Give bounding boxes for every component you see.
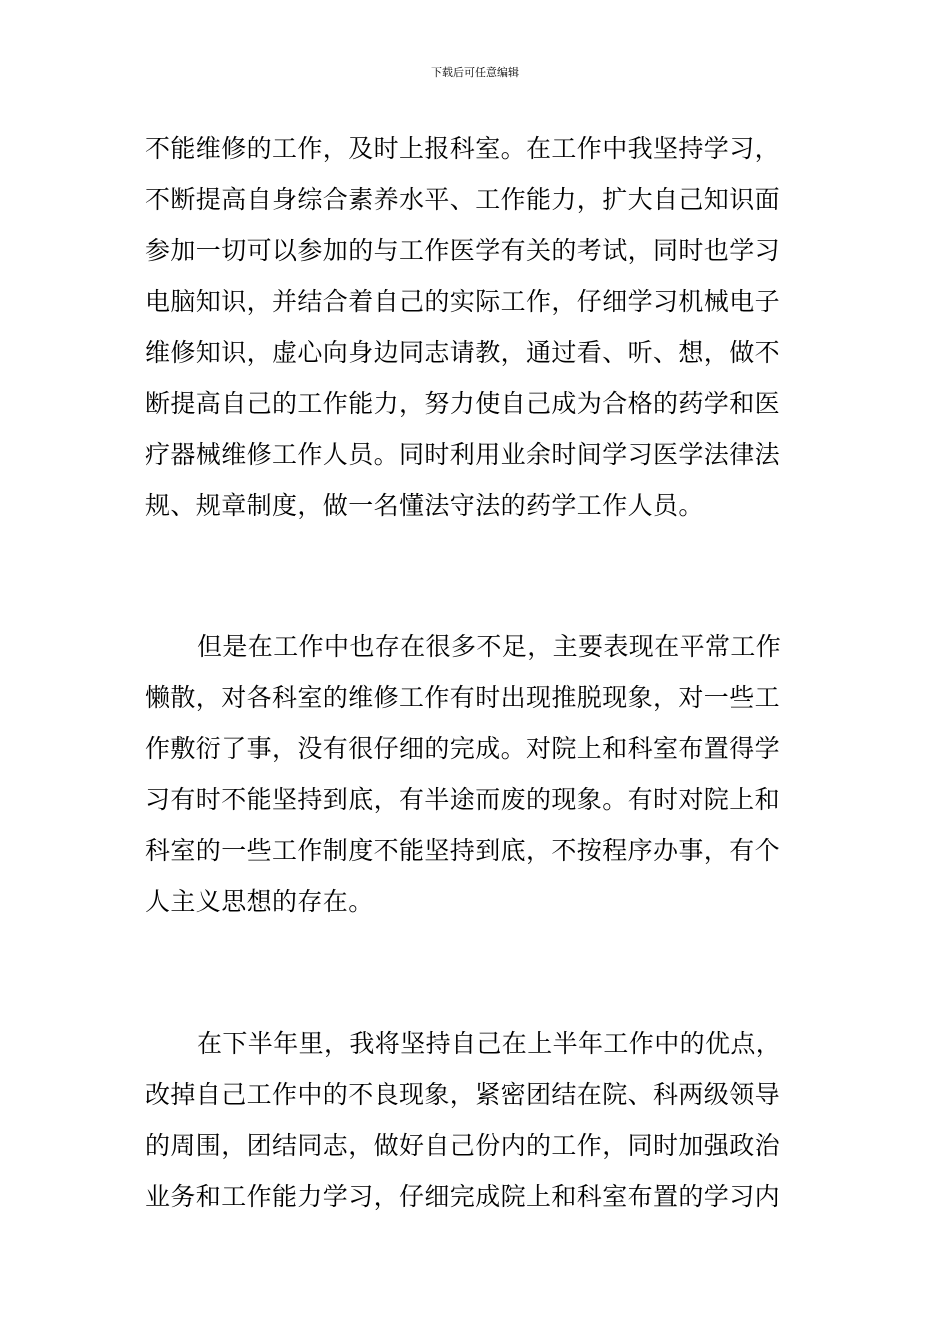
- text-line: 改掉自己工作中的不良现象，紧密团结在院、科两级领导: [145, 1080, 781, 1109]
- text-line: 懒散，对各科室的维修工作有时出现推脱现象，对一些工: [145, 683, 781, 712]
- page-header: 下载后可任意编辑: [431, 66, 519, 79]
- paragraph-1: [145, 123, 810, 531]
- text-line: 习有时不能坚持到底，有半途而废的现象。有时对院上和: [145, 785, 781, 814]
- text-line: 作敷衍了事，没有很仔细的完成。对院上和科室布置得学: [145, 734, 781, 763]
- text-line: 科室的一些工作制度不能坚持到底，不按程序办事，有个: [145, 836, 781, 865]
- paragraph-3: [145, 1018, 810, 1222]
- text-line: 在下半年里，我将坚持自己在上半年工作中的优点，: [197, 1029, 782, 1058]
- text-line: 参加一切可以参加的与工作医学有关的考试，同时也学习: [145, 236, 781, 265]
- text-line: 不断提高自身综合素养水平、工作能力，扩大自己知识面: [145, 185, 781, 214]
- text-line: 维修知识，虚心向身边同志请教，通过看、听、想，做不: [145, 338, 781, 367]
- paragraph-2: [145, 621, 810, 927]
- text-line: 规、规章制度，做一名懂法守法的药学工作人员。: [145, 491, 704, 520]
- text-line: 断提高自己的工作能力，努力使自己成为合格的药学和医: [145, 389, 781, 418]
- text-line: 但是在工作中也存在很多不足，主要表现在平常工作: [197, 632, 782, 661]
- text-line: 不能维修的工作，及时上报科室。在工作中我坚持学习，: [145, 134, 781, 163]
- text-line: 的周围，团结同志，做好自己份内的工作，同时加强政治: [145, 1131, 781, 1160]
- text-line: 业务和工作能力学习，仔细完成院上和科室布置的学习内: [145, 1182, 781, 1211]
- text-line: 人主义思想的存在。: [145, 887, 374, 916]
- text-line: 疗器械维修工作人员。同时利用业余时间学习医学法律法: [145, 440, 781, 469]
- text-line: 电脑知识，并结合着自己的实际工作，仔细学习机械电子: [145, 287, 781, 316]
